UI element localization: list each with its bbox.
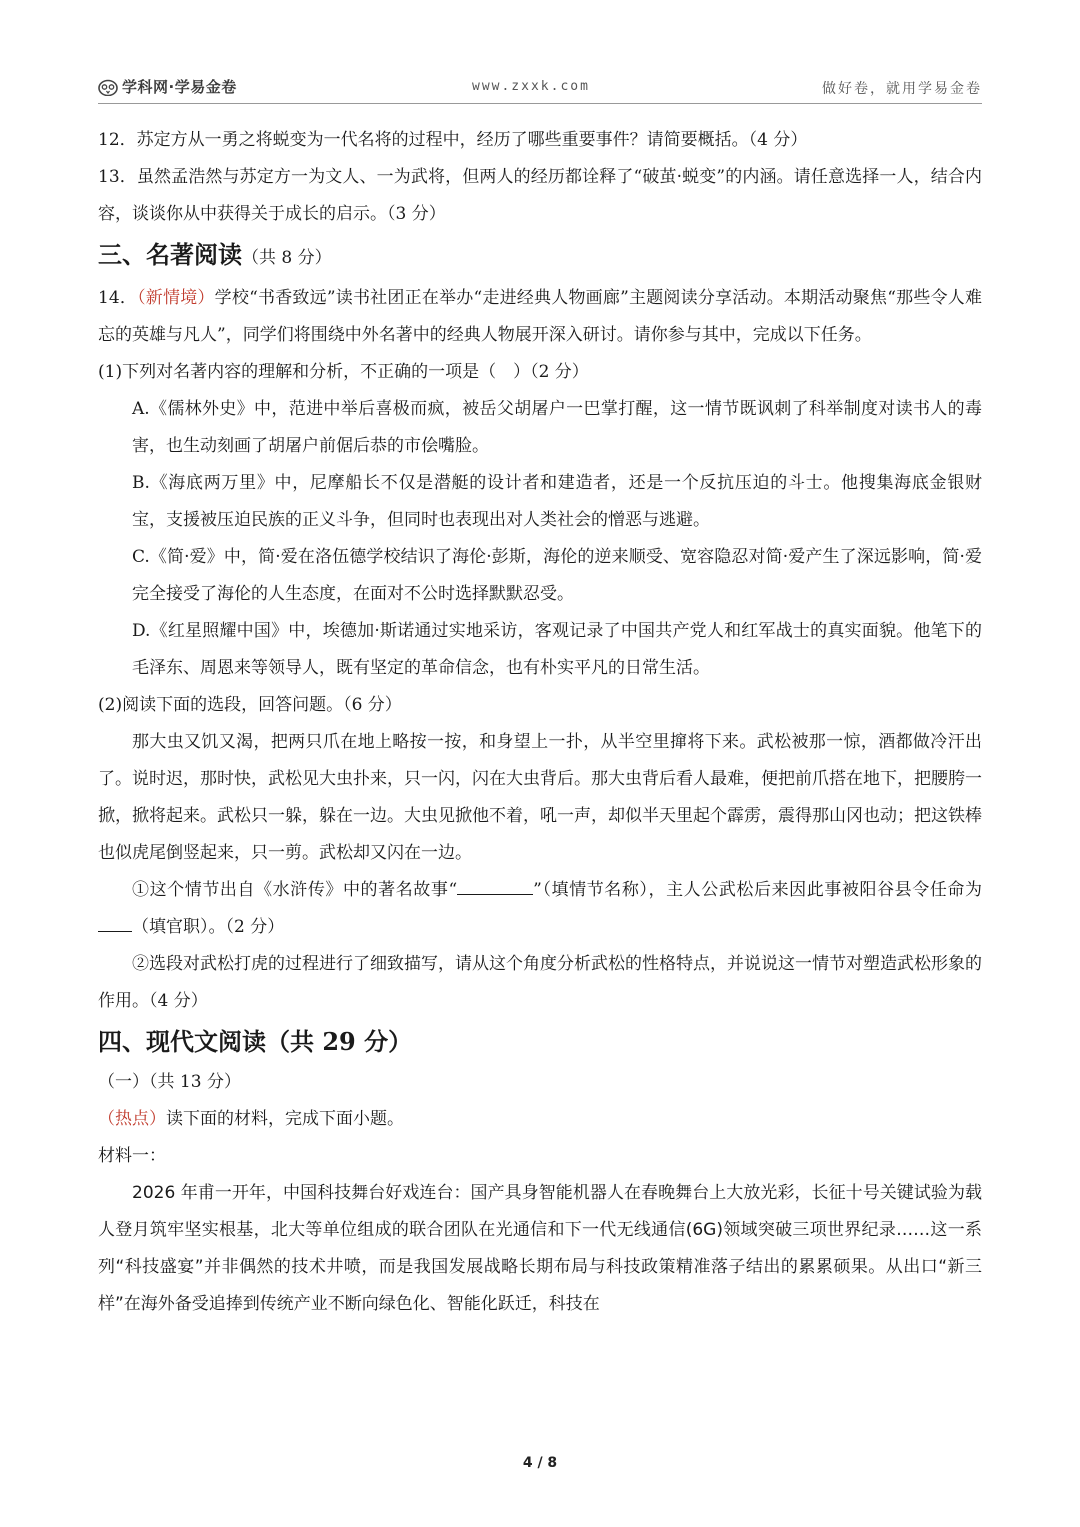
question-14-2-b: ②选段对武松打虎的过程进行了细致描写，请从这个角度分析武松的性格特点，并说说这一情节对塑造武松形象的作用。（4 分）: [98, 954, 982, 1011]
new-context-tag: （新情境）: [137, 288, 215, 308]
q-a-prefix: ①这个情节出自《水浒传》中的著名故事“: [132, 880, 458, 900]
page-number: 4 / 8: [522, 1455, 558, 1471]
material-1-text: 2026 年甫一开年，中国科技舞台好戏连台：国产具身智能机器人在春晚舞台上大放光彩，长征十号关键试验为载人登月筑牢坚实根基，北大等单位组成的联合团队在光通信和下一代无线通信(6G)领域突破三项世界纪录……这一系列“科技盛宴”并非偶然的技术井喷，而是我国发展战略长期布局与科技政策精准落子结出的累累硕果。从出口“新三样”在海外备受追捧到传统产业不断向绿色化、智能化跃迁，科技在: [98, 1183, 982, 1314]
page-header: [98, 74, 982, 102]
header-divider: [98, 103, 982, 104]
page-content: [98, 122, 982, 1323]
owl-logo-icon: [98, 78, 118, 96]
water-margin-excerpt: 那大虫又饥又渴，把两只爪在地上略按一按，和身望上一扑，从半空里撺将下来。武松被那一惊，酒都做冷汗出了。说时迟，那时快，武松见大虫扑来，只一闪，闪在大虫背后。那大虫背后看人最难，便把前爪搭在地下，把腰胯一掀，掀将起来。武松只一躲，躲在一边。大虫见掀他不着，吼一声，却似半天里起个霹雳，震得那山冈也动；把这铁棒也似虎尾倒竖起来，只一剪。武松却又闪在一边。: [98, 732, 982, 863]
question-14-text: 学校“书香致远”读书社团正在举办“走进经典人物画廊”主题阅读分享活动。本期活动聚焦“那些令人难忘的英雄与凡人”，同学们将围绕中外名著中的经典人物展开深入研讨。请你参与其中，完成以下任务。: [98, 288, 982, 345]
header-slogan: 做好卷，就用学易金卷: [822, 81, 982, 97]
section-4-score: （共 29 分）: [266, 1027, 413, 1056]
question-12: 12．苏定方从一勇之将蜕变为一代名将的过程中，经历了哪些重要事件？请简要概括。（4 分）: [98, 130, 808, 150]
question-14-2: (2)阅读下面的选段，回答问题。（6 分）: [98, 695, 402, 715]
hot-topic-text: 读下面的材料，完成下面小题。: [166, 1109, 404, 1129]
section-4-title: 四、现代文阅读: [98, 1027, 266, 1056]
section-3-title: 三、名著阅读: [98, 240, 242, 269]
question-14-number: 14．: [98, 288, 138, 308]
section-3-score: （共 8 分）: [242, 248, 332, 268]
question-14-2-a: [98, 872, 982, 946]
question-14-1: (1)下列对名著内容的理解和分析，不正确的一项是（ ）（2 分）: [98, 362, 589, 382]
q-a-suffix: （填官职）。（2 分）: [132, 917, 285, 937]
hot-topic-tag: （热点）: [98, 1109, 166, 1129]
question-13: 13．虽然孟浩然与苏定方一为文人、一为武将，但两人的经历都诠释了“破茧·蜕变”的内涵。请任意选择一人，结合内容，谈谈你从中获得关于成长的启示。（3 分）: [98, 167, 982, 224]
option-b: B.《海底两万里》中，尼摩船长不仅是潜艇的设计者和建造者，还是一个反抗压迫的斗士。他搜集海底金银财宝，支援被压迫民族的正义斗争，但同时也表现出对人类社会的憎恶与逃避。: [132, 473, 982, 530]
site-url[interactable]: www.zxxk.com: [472, 79, 590, 94]
hot-topic-line: [98, 1101, 982, 1138]
brand-logo[interactable]: [98, 76, 237, 97]
section-3-heading: [98, 233, 982, 280]
material-1-label: 材料一：: [98, 1146, 166, 1166]
answer-blank-episode[interactable]: [457, 880, 533, 895]
part-1-heading: （一）（共 13 分）: [98, 1072, 241, 1092]
q-a-middle: ”（填情节名称），主人公武松后来因此事被阳谷县令任命为: [533, 880, 982, 900]
logo-text: 学科网·学易金卷: [122, 78, 237, 96]
section-4-heading: [98, 1020, 982, 1064]
answer-blank-title[interactable]: [98, 917, 132, 932]
question-14: [98, 280, 982, 354]
option-d: D.《红星照耀中国》中，埃德加·斯诺通过实地采访，客观记录了中国共产党人和红军战士的真实面貌。他笔下的毛泽东、周恩来等领导人，既有坚定的革命信念，也有朴实平凡的日常生活。: [132, 621, 982, 678]
option-a: A.《儒林外史》中，范进中举后喜极而疯，被岳父胡屠户一巴掌打醒，这一情节既讽刺了科举制度对读书人的毒害，也生动刻画了胡屠户前倨后恭的市侩嘴脸。: [132, 399, 982, 456]
option-c: C.《简·爱》中，简·爱在洛伍德学校结识了海伦·彭斯，海伦的逆来顺受、宽容隐忍对简·爱产生了深远影响，简·爱完全接受了海伦的人生态度，在面对不公时选择默默忍受。: [132, 547, 982, 604]
